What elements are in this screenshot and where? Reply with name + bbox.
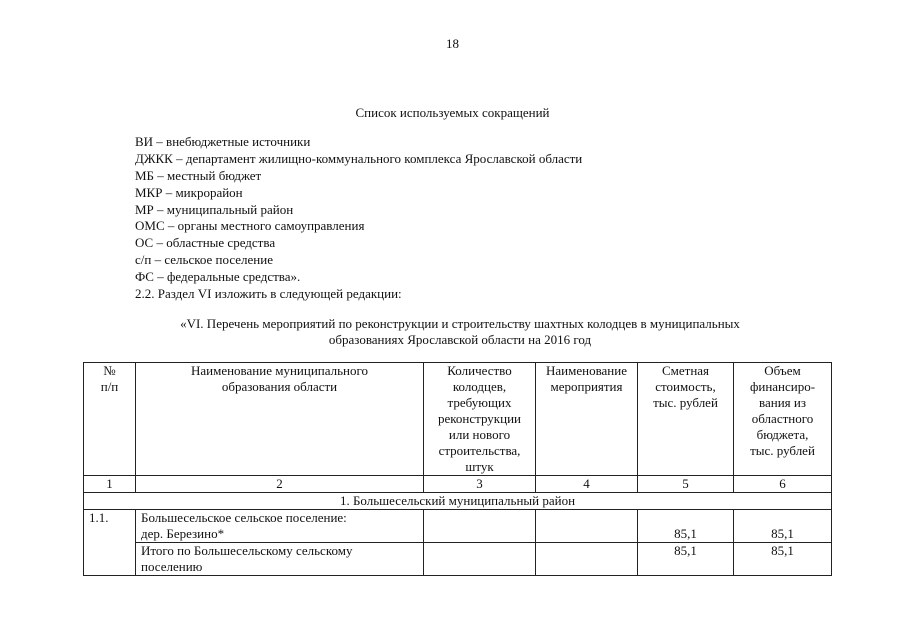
measures-table (83, 362, 832, 576)
abbreviation-item: ОМС – органы местного самоуправления (135, 218, 365, 234)
header-text: штук (465, 459, 494, 474)
abbreviation-item: ВИ – внебюджетные источники (135, 134, 311, 149)
header-text: Наименование (546, 363, 627, 378)
column-number: 2 (136, 476, 424, 493)
header-text: бюджета, (756, 427, 809, 442)
header-estimated-cost (638, 363, 734, 476)
column-numbers-row (84, 476, 832, 493)
row-regional-funding: 85,1 (734, 510, 832, 543)
header-text: тыс. рублей (653, 395, 718, 410)
row-number: 1.1. (84, 510, 136, 576)
column-number: 4 (536, 476, 638, 493)
abbreviation-item: ФС – федеральные средства». (135, 269, 301, 285)
subtotal-measure-name (536, 543, 638, 576)
header-text: тыс. рублей (750, 443, 815, 458)
row-name-line: дер. Березино* (141, 526, 225, 541)
subtotal-wells-count (424, 543, 536, 576)
abbreviation-item: с/п – сельское поселение (135, 252, 273, 268)
header-text: мероприятия (550, 379, 623, 394)
abbreviation-item: ДЖКК – департамент жилищно-коммунального комплекса Ярославской области (135, 150, 583, 166)
header-text: реконструкции (437, 411, 521, 426)
column-number: 1 (84, 476, 136, 493)
row-name-line: Большесельское сельское поселение: (141, 510, 347, 525)
header-text: № (103, 363, 116, 378)
header-measure-name (536, 363, 638, 476)
district-name: 1. Большесельский муниципальный район (84, 493, 832, 510)
district-row (84, 493, 832, 510)
abbreviation-item: МКР – микрорайон (135, 184, 243, 200)
row-municipality-name (136, 510, 424, 543)
table-header-row (84, 363, 832, 476)
section-heading (135, 316, 785, 348)
header-text: вания из (759, 395, 806, 410)
column-number: 3 (424, 476, 536, 493)
header-text: Сметная (661, 363, 710, 378)
page-number: 18 (446, 36, 459, 51)
header-wells-count (424, 363, 536, 476)
header-text: Объем (764, 363, 801, 378)
amendment-instruction: 2.2. Раздел VI изложить в следующей редакции: (135, 286, 402, 302)
header-text: стоимость, (655, 379, 716, 394)
header-number (84, 363, 136, 476)
header-text: Наименование муниципального (190, 363, 369, 378)
subtotal-row (84, 543, 832, 576)
header-municipality-name (136, 363, 424, 476)
header-text: финансиро- (749, 379, 816, 394)
table-row (84, 510, 832, 543)
column-number: 5 (638, 476, 734, 493)
row-estimated-cost: 85,1 (638, 510, 734, 543)
row-measure-name (536, 510, 638, 543)
subtotal-estimated-cost: 85,1 (638, 543, 734, 576)
subtotal-name-line: Итого по Большесельскому сельскому (141, 543, 353, 558)
column-number: 6 (734, 476, 832, 493)
abbreviation-item: МБ – местный бюджет (135, 167, 262, 183)
header-text: строительства, (438, 443, 521, 458)
subtotal-name-line: поселению (141, 559, 203, 574)
header-regional-funding (734, 363, 832, 476)
header-text: п/п (100, 379, 119, 394)
header-text: образования области (221, 379, 338, 394)
header-text: колодцев, (452, 379, 507, 394)
abbreviation-item: МР – муниципальный район (135, 201, 294, 217)
subtotal-regional-funding: 85,1 (734, 543, 832, 576)
subtotal-name (136, 543, 424, 576)
section-heading-line: образованиях Ярославской области на 2016 год (328, 332, 592, 347)
section-heading-line: «VI. Перечень мероприятий по реконструкции и строительству шахтных колодцев в муниципальных (180, 316, 740, 331)
abbreviations-list (135, 134, 582, 303)
row-wells-count (424, 510, 536, 543)
header-text: областного (751, 411, 814, 426)
header-text: или нового (448, 427, 511, 442)
header-text: Количество (447, 363, 512, 378)
abbreviations-title: Список используемых сокращений (355, 105, 550, 120)
abbreviation-item: ОС – областные средства (135, 235, 276, 251)
header-text: требующих (447, 395, 512, 410)
